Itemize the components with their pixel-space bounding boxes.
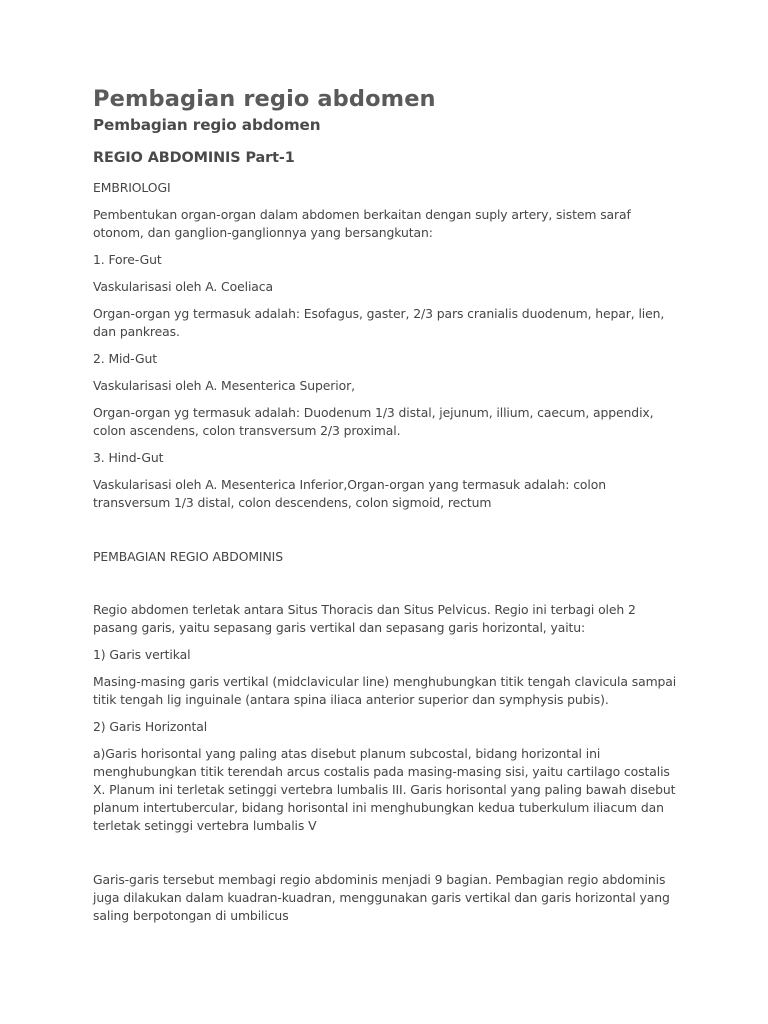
document-body	[93, 114, 683, 934]
paragraph-garis-horizontal: a)Garis horisontal yang paling atas disebut planum subcostal, bidang horizontal ini menghubungkan titik terendah arcus costalis pada masing-masing sisi, yaitu cartilago costalis X. Planum ini terletak setinggi vertebra lumbalis III. Garis horisontal yang paling bawah disebut planum intertubercular, bidang horisontal ini menghubungkan kedua tuberkulum iliacum dan terletak setinggi vertebra lumbalis V	[93, 746, 676, 833]
paragraph-pembentukan: Pembentukan organ-organ dalam abdomen berkaitan dengan suply artery, sistem saraf otonom, dan ganglion-ganglionnya yang bersangkutan:	[93, 207, 631, 240]
section-heading: REGIO ABDOMINIS Part-1	[93, 150, 295, 166]
paragraph-vaskularisasi-inferior: Vaskularisasi oleh A. Mesenterica Inferior,Organ-organ yang termasuk adalah: colon transversum 1/3 distal, colon descendens, colon sigmoid, rectum	[93, 477, 606, 510]
paragraph-organ-fore-gut: Organ-organ yg termasuk adalah: Esofagus, gaster, 2/3 pars cranialis duodenum, hepar, lien, dan pankreas.	[93, 306, 665, 339]
paragraph-organ-mid-gut: Organ-organ yg termasuk adalah: Duodenum 1/3 distal, jejunum, illium, caecum, appendix, colon ascendens, colon transversum 2/3 proximal.	[93, 405, 654, 438]
document-title: Pembagian regio abdomen	[93, 86, 436, 112]
spacer	[93, 521, 683, 548]
spacer	[93, 844, 683, 871]
paragraph-garis-vertikal: Masing-masing garis vertikal (midclavicular line) menghubungkan titik tengah clavicula sampai titik tengah lig inguinale (antara spina iliaca anterior superior dan symphysis pubis).	[93, 674, 677, 707]
document-subtitle: Pembagian regio abdomen	[93, 116, 321, 134]
paragraph-regio-abdomen: Regio abdomen terletak antara Situs Thoracis dan Situs Pelvicus. Regio ini terbagi oleh 2 pasang garis, yaitu sepasang garis vertikal dan sepasang garis horizontal, yaitu:	[93, 602, 636, 635]
paragraph-kesimpulan: Garis-garis tersebut membagi regio abdominis menjadi 9 bagian. Pembagian regio abdominis juga dilakukan dalam kuadran-kuadran, menggunakan garis vertikal dan garis horizontal yang saling berpotongan di umbilicus	[93, 872, 670, 923]
item-garis-vertikal: 1) Garis vertikal	[93, 647, 191, 662]
item-fore-gut: 1. Fore-Gut	[93, 252, 162, 267]
paragraph-vaskularisasi-coeliaca: Vaskularisasi oleh A. Coeliaca	[93, 279, 273, 294]
paragraph-vaskularisasi-superior: Vaskularisasi oleh A. Mesenterica Superior,	[93, 378, 355, 393]
item-garis-horizontal: 2) Garis Horizontal	[93, 719, 208, 734]
spacer	[93, 575, 683, 601]
label-embriologi: EMBRIOLOGI	[93, 180, 171, 195]
item-hind-gut: 3. Hind-Gut	[93, 450, 164, 465]
label-pembagian-regio: PEMBAGIAN REGIO ABDOMINIS	[93, 549, 283, 564]
item-mid-gut: 2. Mid-Gut	[93, 351, 157, 366]
